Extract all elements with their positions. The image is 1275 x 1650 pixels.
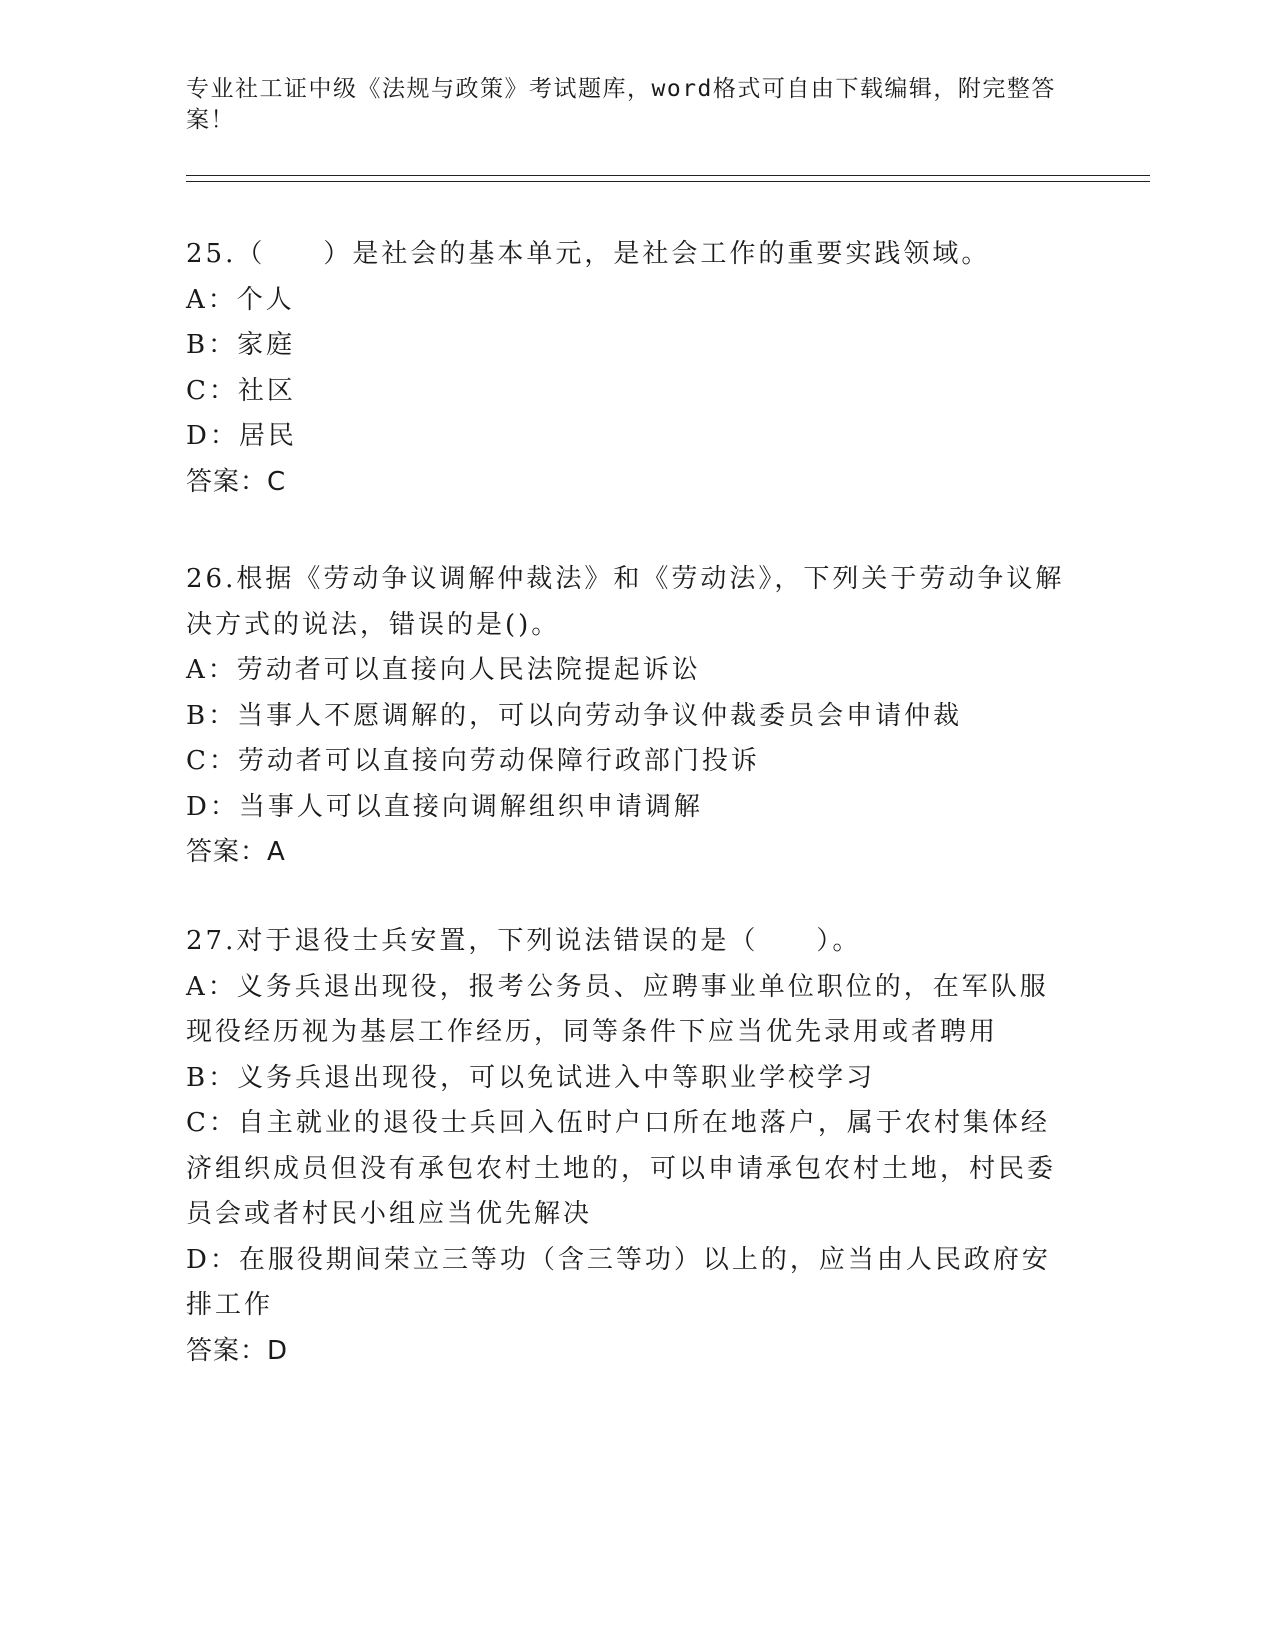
answer-line: 答案：D — [186, 1335, 289, 1366]
header-rule-bottom — [186, 181, 1150, 182]
answer-line: 答案：C — [186, 466, 287, 497]
question-stem: 26.根据《劳动争议调解仲裁法》和《劳动法》，下列关于劳动争议解决方式的说法，错误的是()。 — [186, 564, 1065, 640]
option-c: C：社区 — [186, 375, 296, 406]
option-c: C：自主就业的退役士兵回入伍时户口所在地落户，属于农村集体经济组织成员但没有承包农村土地的，可以申请承包农村土地，村民委员会或者村民小组应当优先解决 — [186, 1108, 1057, 1229]
question-stem: 25.（ ）是社会的基本单元，是社会工作的重要实践领域。 — [186, 239, 991, 269]
option-a: A：个人 — [186, 284, 295, 315]
answer-line: 答案：A — [186, 837, 286, 867]
option-c: C：劳动者可以直接向劳动保障行政部门投诉 — [186, 746, 760, 776]
option-b: B：义务兵退出现役，可以免试进入中等职业学校学习 — [186, 1062, 876, 1093]
question-27 — [186, 919, 1066, 1374]
question-stem: 27.对于退役士兵安置，下列说法错误的是（ ）。 — [186, 926, 862, 956]
document-header: 专业社工证中级《法规与政策》考试题库，word格式可自由下载编辑，附完整答案！ — [186, 76, 1056, 133]
option-d: D：居民 — [186, 421, 297, 451]
option-d: D：在服役期间荣立三等功（含三等功）以上的，应当由人民政府安排工作 — [186, 1244, 1051, 1320]
option-b: B：家庭 — [186, 330, 296, 360]
option-b: B：当事人不愿调解的，可以向劳动争议仲裁委员会申请仲裁 — [186, 700, 963, 731]
question-25 — [186, 232, 1066, 505]
option-a: A：劳动者可以直接向人民法院提起诉讼 — [186, 655, 701, 685]
header-rule-top — [186, 175, 1150, 176]
question-26 — [186, 557, 1066, 876]
option-a: A：义务兵退出现役，报考公务员、应聘事业单位职位的，在军队服现役经历视为基层工作经历，同等条件下应当优先录用或者聘用 — [186, 971, 1049, 1047]
option-d: D：当事人可以直接向调解组织申请调解 — [186, 791, 703, 822]
